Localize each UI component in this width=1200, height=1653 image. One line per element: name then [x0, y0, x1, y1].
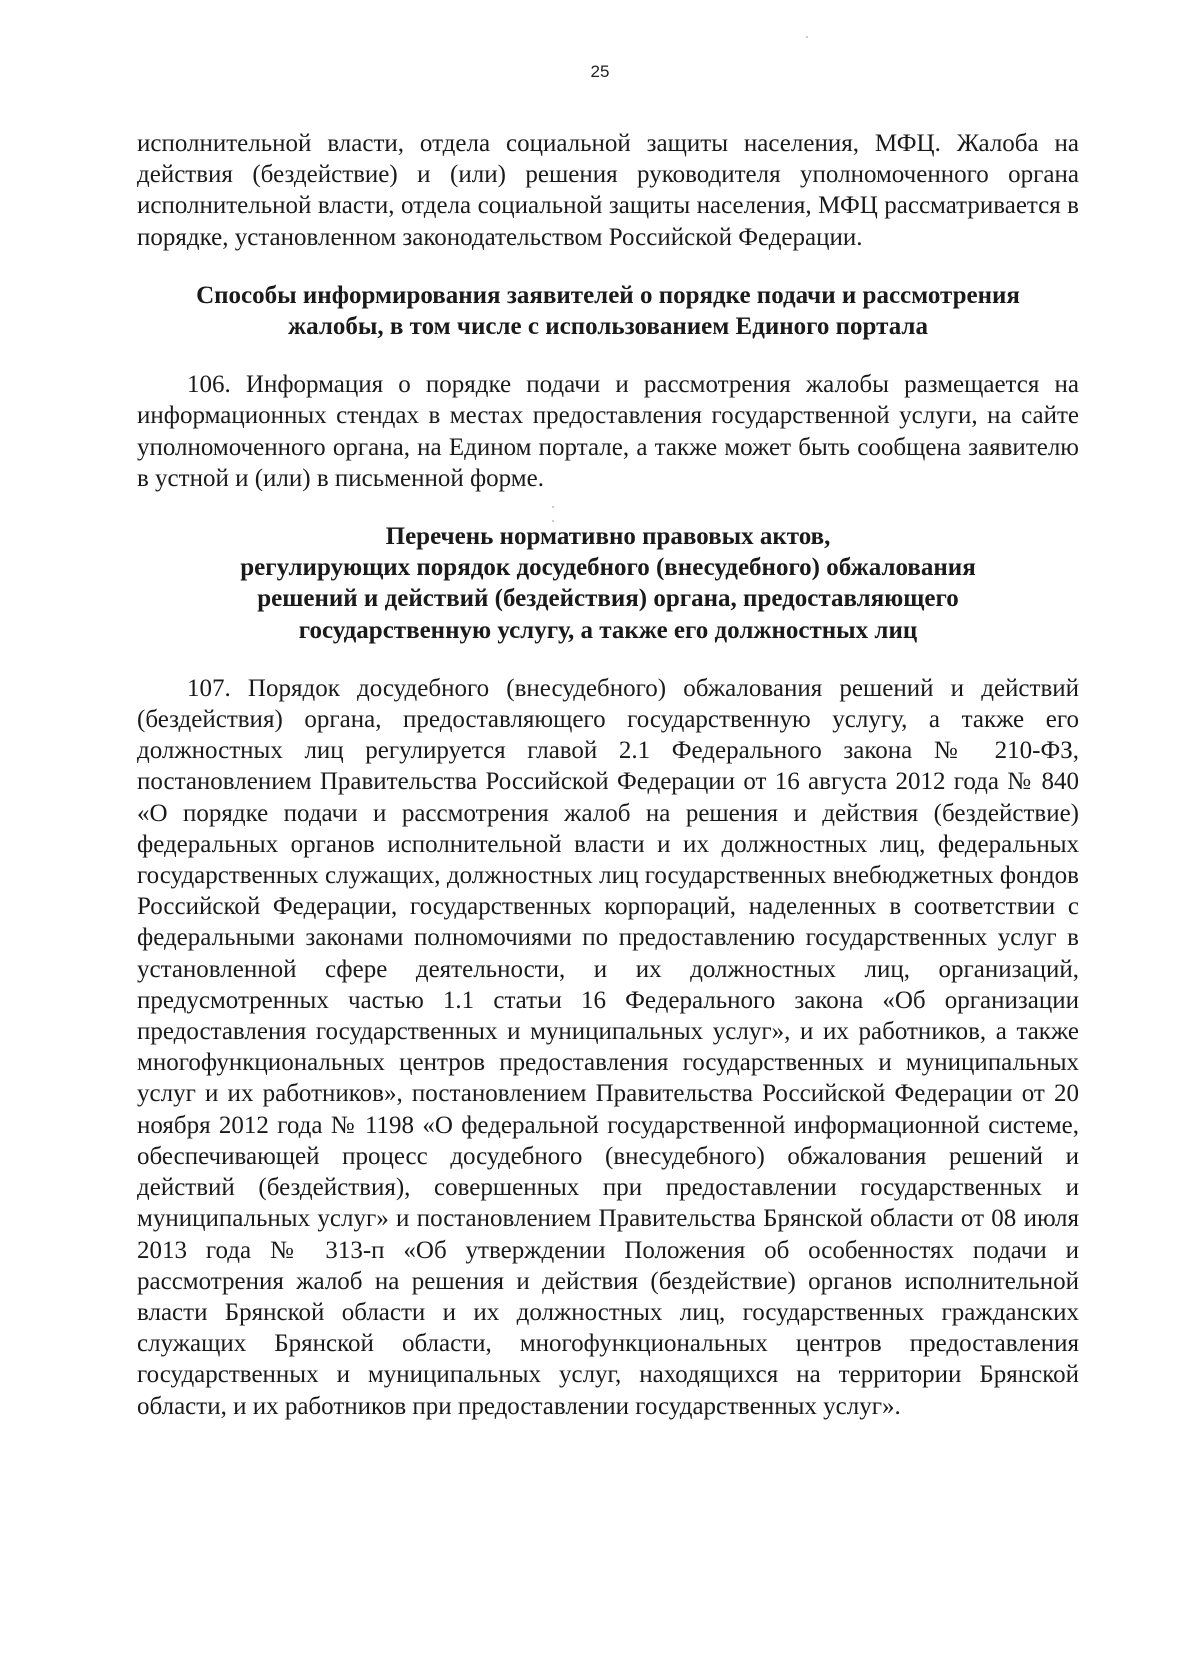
paragraph-106: 106. Информация о порядке подачи и рассмотрения жалобы размещается на информационных стендах в местах предоставления государственной услуги, на сайте уполномоченного органа, на Едином портале, а также может быть сообщена заявителю в устной и (или) в письменной форме.	[137, 371, 1079, 492]
scan-speck	[552, 520, 554, 522]
spacer	[137, 646, 1079, 673]
heading-line: Перечень нормативно правовых актов,	[385, 523, 831, 551]
heading-line: государственную услугу, а также его должностных лиц	[298, 616, 918, 644]
spacer	[137, 342, 1079, 369]
heading-line: жалобы, в том числе с использованием Единого портала	[288, 313, 928, 341]
paragraph-107: 107. Порядок досудебного (внесудебного) обжалования решений и действий (бездействия) органа, предоставляющего государственную услугу, а также его должностных лиц регулируется главой 2.1 Федерального закона № 210-ФЗ, постановлением Правительства Российской Федерации от 16 августа 2012 года № 840 «О порядке подачи и рассмотрения жалоб на решения и действия (бездействие) федеральных органов исполнительной власти и их должностных лиц, федеральных государственных служащих, должностных лиц государственных внебюджетных фондов Российской Федерации, государственных корпораций, наделенных в соответствии с федеральными законами полномочиями по предоставлению государственных услуг в установленной сфере деятельности, и их должностных лиц, организаций, предусмотренных частью 1.1 статьи 16 Федерального закона «Об организации предоставления государственных и муниципальных услуг», и их работников, а также многофункциональных центров предоставления государственных и муниципальных услуг и их работников», постановлением Правительства Российской Федерации от 20 ноября 2012 года № 1198 «О федеральной государственной информационной системе, обеспечивающей процесс досудебного (внесудебного) обжалования решений и действий (бездействия), совершенных при предоставлении государственных и муниципальных услуг» и постановлением Правительства Брянской области от 08 июля 2013 года № 313-п «Об утверждении Положения об особенностях подачи и рассмотрения жалоб на решения и действия (бездействие) органов исполнительной власти Брянской области и их должностных лиц, государственных гражданских служащих Брянской области, многофункциональных центров предоставления государственных и муниципальных услуг, находящихся на территории Брянской области, и их работников при предоставлении государственных услуг».	[137, 674, 1079, 1420]
paragraph-intro: исполнительной власти, отдела социальной защиты населения, МФЦ. Жалоба на действия (бездействие) и (или) решения руководителя уполномоченного органа исполнительной власти, отдела социальной защиты населения, МФЦ рассматривается в порядке, установленном законодательством Российской Федерации.	[137, 130, 1079, 251]
heading-line: Способы информирования заявителей о порядке подачи и рассмотрения	[196, 281, 1020, 309]
scan-speck	[552, 506, 554, 508]
page-number: 25	[590, 62, 610, 81]
spacer	[137, 253, 1079, 280]
heading-line: регулирующих порядок досудебного (внесудебного) обжалования	[240, 554, 976, 582]
section-heading-legal-acts	[137, 521, 1079, 646]
scan-speck	[806, 36, 808, 38]
heading-line: решений и действий (бездействия) органа, предоставляющего	[257, 585, 959, 613]
section-heading-complaint-information	[137, 280, 1079, 342]
spacer	[137, 494, 1079, 521]
page-content	[137, 128, 1079, 1422]
